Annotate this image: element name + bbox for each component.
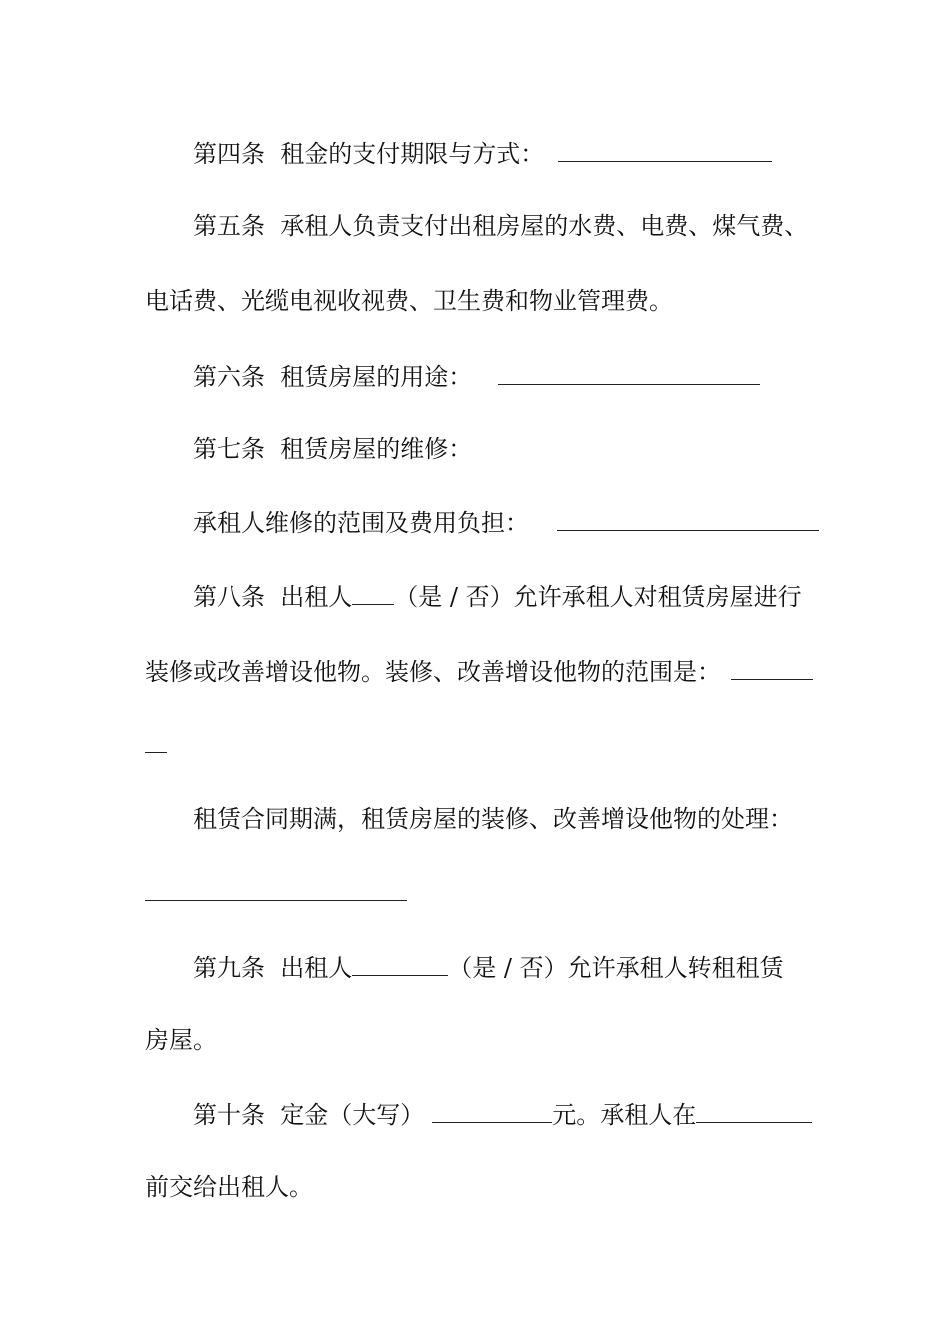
article-5-continued: 电话费、光缆电视收视费、卫生费和物业管理费。: [145, 287, 673, 315]
expiry-handling-blank[interactable]: [145, 876, 407, 901]
article-10-pre: 定金（大写）: [280, 1101, 425, 1129]
article-8-continued: 装修或改善增设他物。装修、改善增设他物的范围是：: [145, 658, 721, 686]
article-9-label: 第九条: [193, 954, 265, 982]
article-8-blank[interactable]: [352, 580, 394, 605]
article-10-continued: 前交给出租人。: [145, 1173, 313, 1201]
repair-scope: [193, 506, 819, 539]
article-7: [193, 433, 472, 465]
article-9-post: （是 / 否）允许承租人转租租赁: [448, 954, 784, 982]
article-10-date-blank[interactable]: [696, 1098, 812, 1123]
article-8-scope-blank-continued[interactable]: [145, 728, 167, 753]
article-8-scope-blank[interactable]: [731, 655, 813, 680]
article-5-line-1: [193, 210, 808, 242]
article-10-amount-blank[interactable]: [432, 1098, 552, 1123]
article-9-continued: 房屋。: [145, 1026, 217, 1054]
article-5-label: 第五条: [193, 212, 265, 240]
article-4-label: 第四条: [193, 140, 265, 168]
article-6-text: 租赁房屋的用途：: [280, 363, 473, 391]
repair-scope-blank[interactable]: [557, 506, 819, 531]
article-7-label: 第七条: [193, 435, 265, 463]
article-8-line-2: [145, 655, 813, 688]
expiry-handling-text: 租赁合同期满，租赁房屋的装修、改善增设他物的处理：: [193, 805, 793, 833]
article-4: [193, 137, 772, 170]
article-10-label: 第十条: [193, 1101, 265, 1129]
article-9-line-2: [145, 1024, 217, 1056]
article-8-pre: 出租人: [280, 583, 353, 611]
article-8-line-1: [193, 580, 802, 613]
article-10-line-2: [145, 1171, 313, 1203]
article-6-label: 第六条: [193, 363, 265, 391]
expiry-handling: [193, 803, 793, 835]
article-4-blank[interactable]: [558, 137, 772, 162]
article-5-line-2: [145, 285, 673, 317]
article-6-blank[interactable]: [498, 360, 760, 385]
article-9-pre: 出租人: [280, 954, 353, 982]
article-8-post: （是 / 否）允许承租人对租赁房屋进行: [394, 583, 802, 611]
expiry-handling-line-2: [145, 876, 407, 909]
article-10-mid: 元。承租人在: [552, 1101, 697, 1129]
article-5-text: 承租人负责支付出租房屋的水费、电费、煤气费、: [280, 212, 809, 240]
article-9-blank[interactable]: [352, 951, 448, 976]
article-8-line-3: [145, 728, 167, 761]
article-8-label: 第八条: [193, 583, 265, 611]
article-7-text: 租赁房屋的维修：: [280, 435, 473, 463]
article-4-text: 租金的支付期限与方式：: [280, 140, 545, 168]
repair-scope-text: 承租人维修的范围及费用负担：: [193, 509, 529, 537]
article-10-line-1: [193, 1098, 812, 1131]
article-9-line-1: [193, 951, 784, 984]
article-6: [193, 360, 760, 393]
